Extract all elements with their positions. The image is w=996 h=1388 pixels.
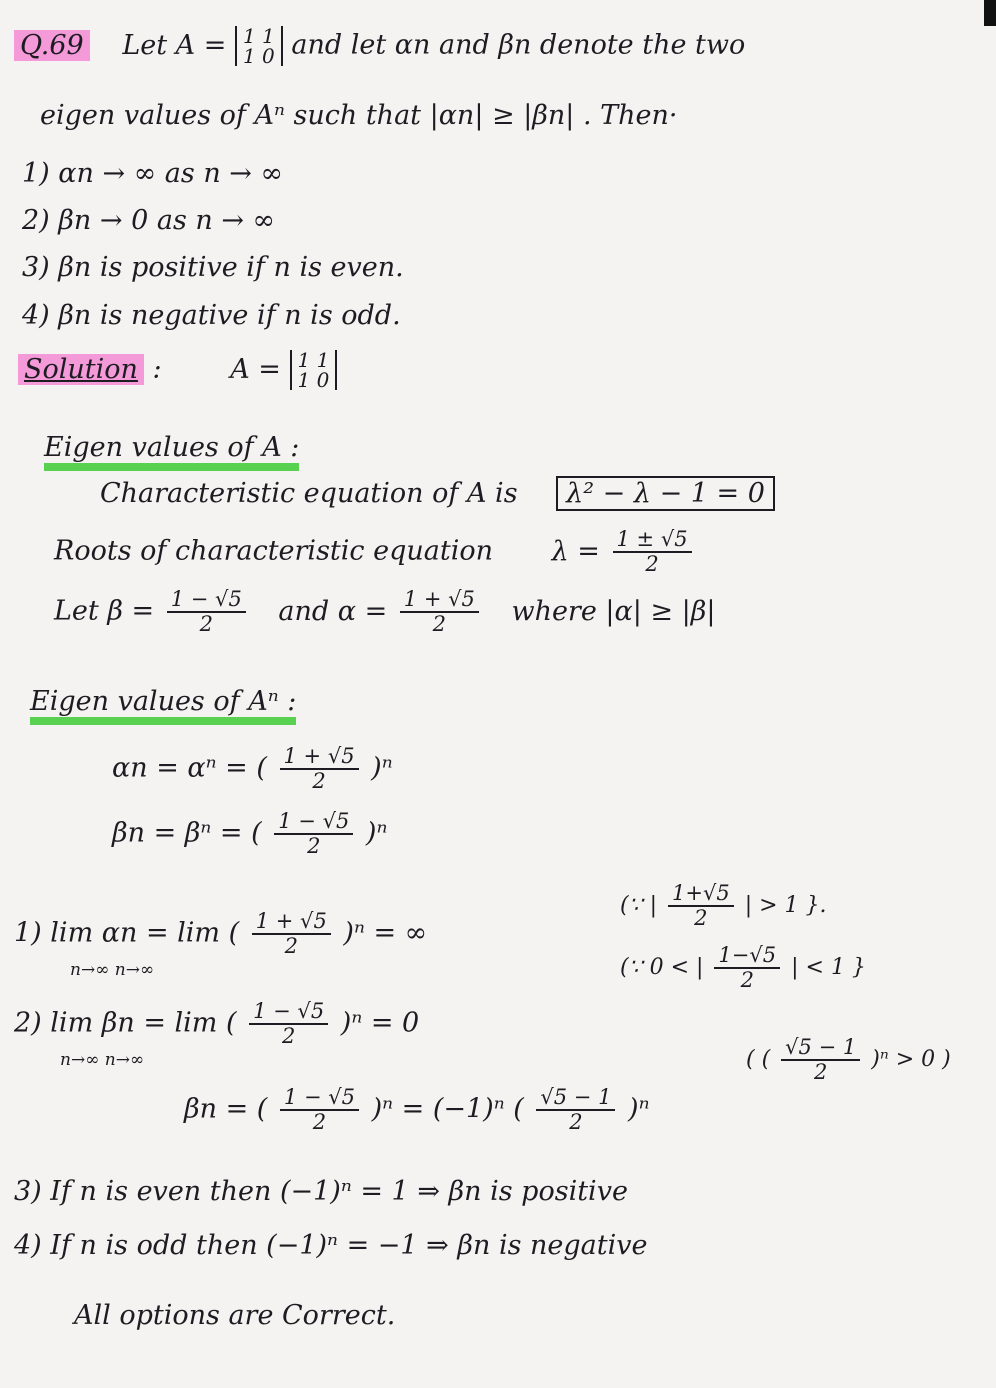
option-4: 4) βn is negative if n is odd.: [22, 300, 401, 331]
question-line-2: eigen values of Aⁿ such that |αn| ≥ |βn| . Then·: [40, 100, 678, 131]
beta-n-num: 1 − √5: [274, 810, 353, 835]
step-2-right-fraction: [781, 1036, 860, 1084]
step-1-den: 2: [284, 934, 298, 959]
roots-num: 1 ± √5: [613, 528, 692, 553]
alpha-n-rhs: )ⁿ: [371, 752, 393, 784]
bn-rhs: )ⁿ: [628, 1093, 650, 1125]
let-beta-text: Let β =: [54, 595, 155, 627]
eigen-a-heading-text: Eigen values of A :: [44, 432, 299, 471]
step-2-right-den: 2: [814, 1060, 828, 1085]
solution-colon: :: [152, 353, 162, 385]
eigen-an-heading-text: Eigen values of Aⁿ :: [30, 686, 296, 725]
alpha-n-den: 2: [312, 769, 326, 794]
option-1: 1) αn → ∞ as n → ∞: [22, 158, 283, 189]
beta-n-fraction: [274, 810, 353, 858]
step-1-fraction: [252, 910, 331, 958]
step-1-limits: n→∞ n→∞: [70, 960, 155, 980]
step-2-note-num: 1−√5: [714, 944, 780, 969]
solution-matrix: [290, 350, 338, 390]
solution-label: Solution: [18, 354, 144, 385]
char-eq-text: Characteristic equation of A is: [100, 478, 518, 509]
option-3: 3) βn is positive if n is even.: [22, 252, 404, 283]
let-beta-line: [54, 588, 715, 636]
char-eq-box: λ² − λ − 1 = 0: [556, 476, 775, 511]
beta-n-den: 2: [307, 834, 321, 859]
step-3-line: 3) If n is even then (−1)ⁿ = 1 ⇒ βn is positive: [14, 1176, 628, 1207]
roots-fraction: [613, 528, 692, 576]
step-1-note-b: | > 1 }.: [744, 893, 827, 919]
step-2-line: [14, 1000, 419, 1048]
roots-text: Roots of characteristic equation: [54, 535, 493, 567]
step-1-note: [620, 882, 827, 930]
step-1-num: 1 + √5: [252, 910, 331, 935]
beta-den: 2: [199, 612, 213, 637]
step-2-limits: n→∞ n→∞: [60, 1050, 145, 1070]
step-1-lhs: 1) lim αn = lim (: [14, 917, 240, 949]
bn-num-2: √5 − 1: [536, 1086, 615, 1111]
step-2-note-den: 2: [740, 968, 754, 993]
bn-fraction-1: [280, 1086, 359, 1134]
question-badge: Q.69: [14, 30, 90, 61]
step-2-right-note: [746, 1036, 951, 1084]
step-1-rhs: )ⁿ = ∞: [343, 917, 428, 949]
alpha-n-fraction: [280, 745, 359, 793]
step-2-den: 2: [281, 1024, 296, 1049]
char-eq-line: [100, 478, 775, 510]
step-4-line: 4) If n is odd then (−1)ⁿ = −1 ⇒ βn is negative: [14, 1230, 648, 1261]
step-2-lhs: 2) lim βn = lim (: [14, 1007, 237, 1039]
matrix-row-2: 1 0: [242, 44, 275, 68]
step-2-fraction: [249, 1000, 328, 1048]
eigen-an-heading: [30, 686, 296, 718]
roots-den: 2: [645, 552, 659, 577]
step-1-note-fraction: [668, 882, 734, 930]
beta-n-lhs: βn = βⁿ = (: [112, 817, 262, 849]
alpha-fraction: [400, 588, 479, 636]
beta-fraction: [167, 588, 246, 636]
bn-den-2: 2: [569, 1110, 583, 1135]
option-2: 2) βn → 0 as n → ∞: [22, 205, 276, 236]
where-text: where |α| ≥ |β|: [511, 595, 716, 627]
question-text-rest: and let αn and βn denote the two: [291, 29, 746, 61]
conclusion-line: All options are Correct.: [74, 1300, 396, 1331]
solution-matrix-row-2: 1 0: [297, 368, 330, 392]
roots-lhs: λ =: [551, 535, 600, 567]
step-1-line: [14, 910, 427, 958]
alpha-n-line: [112, 745, 393, 793]
alpha-n-num: 1 + √5: [280, 745, 359, 770]
bn-lhs: βn = (: [184, 1093, 268, 1125]
step-2-note: [620, 944, 866, 992]
beta-num: 1 − √5: [167, 588, 246, 613]
step-2-rhs: )ⁿ = 0: [340, 1007, 420, 1039]
bn-num-1: 1 − √5: [280, 1086, 359, 1111]
bn-mid: )ⁿ = (−1)ⁿ (: [371, 1093, 524, 1125]
alpha-den: 2: [432, 612, 447, 637]
step-2-right-a: ( (: [746, 1047, 771, 1073]
question-line-1: [14, 26, 745, 66]
bn-den-1: 2: [312, 1110, 327, 1135]
step-2-num: 1 − √5: [249, 1000, 328, 1025]
step-1-note-a: (∵ |: [620, 893, 657, 919]
step-2-right-b: )ⁿ > 0 ): [871, 1047, 951, 1073]
step-2-note-fraction: [714, 944, 780, 992]
solution-line: [18, 350, 337, 390]
step-2-note-b: | < 1 }: [791, 955, 866, 981]
beta-n-rhs: )ⁿ: [365, 817, 388, 849]
matrix-row-1: 1 1: [242, 24, 275, 48]
beta-n-line: [112, 810, 387, 858]
question-matrix: [235, 26, 283, 66]
question-text-let: Let A =: [122, 29, 227, 61]
solution-a-eq: A =: [230, 353, 281, 385]
step-2-note-a: (∵ 0 < |: [620, 955, 704, 981]
step-2-right-num: √5 − 1: [781, 1036, 860, 1061]
step-1-note-num: 1+√5: [668, 882, 734, 907]
roots-line: [54, 528, 696, 576]
alpha-num: 1 + √5: [400, 588, 479, 613]
edge-mark: [984, 0, 996, 26]
alpha-n-lhs: αn = αⁿ = (: [112, 752, 267, 784]
beta-n-expansion: [184, 1086, 650, 1134]
bn-fraction-2: [536, 1086, 615, 1134]
step-1-note-den: 2: [694, 906, 708, 931]
solution-matrix-row-1: 1 1: [297, 348, 330, 372]
eigen-a-heading: [44, 432, 299, 464]
and-alpha-text: and α =: [278, 595, 388, 627]
